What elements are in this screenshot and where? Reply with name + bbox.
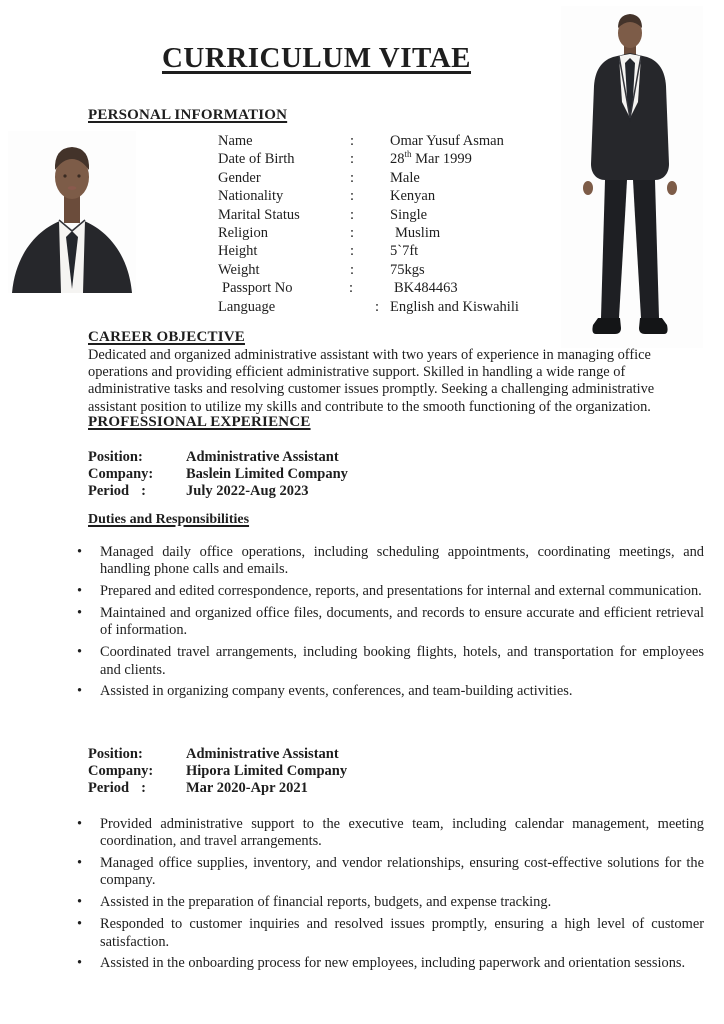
info-row-nationality — [218, 187, 519, 205]
info-colon: : — [350, 243, 355, 260]
info-label: Weight — [218, 261, 260, 278]
info-value: BK484463 — [394, 280, 458, 297]
personal-information-heading: PERSONAL INFORMATION — [88, 107, 288, 123]
duty-item: • Maintained and organized office files, documents, and records to ensure accurate and efficient retrieval of information. — [100, 605, 704, 640]
info-value: Kenyan — [390, 188, 436, 205]
job-period-value: July 2022-Aug 2023 — [186, 483, 309, 499]
duties-list-baslein — [100, 544, 704, 705]
career-objective-heading: CAREER OBJECTIVE — [88, 329, 245, 345]
job-company-row — [88, 466, 348, 483]
info-label: Passport No — [222, 280, 293, 297]
duty-item: • Prepared and edited correspondence, reports, and presentations for internal and external communication. — [100, 583, 704, 600]
duties-list-hipora — [100, 816, 704, 977]
duty-item: • Managed daily office operations, including scheduling appointments, coordinating meetings, and handling phone calls and emails. — [100, 544, 704, 579]
info-label: Name — [218, 133, 253, 149]
info-colon: : — [350, 224, 355, 241]
info-colon: : — [350, 188, 355, 205]
info-value — [390, 150, 472, 168]
duties-heading: Duties and Responsibilities — [88, 512, 250, 527]
job-company-value: Hipora Limited Company — [186, 763, 348, 779]
info-colon: : — [350, 261, 355, 278]
info-label: Date of Birth — [218, 151, 295, 168]
job-company-label: Company: — [88, 763, 154, 779]
info-colon: : — [350, 206, 355, 223]
duty-item: • Assisted in the onboarding process for new employees, including paperwork and orientation sessions. — [100, 955, 704, 972]
job-block-baslein — [88, 449, 348, 500]
info-label: Religion — [218, 224, 268, 241]
info-colon: : — [350, 151, 355, 168]
professional-experience-heading: PROFESSIONAL EXPERIENCE — [88, 414, 311, 430]
duty-item: • Provided administrative support to the executive team, including calendar management, meeting coordination, and travel arrangements. — [100, 816, 704, 851]
info-colon: : — [349, 280, 354, 297]
info-row-passport-no — [218, 279, 519, 297]
info-row-weight — [218, 261, 519, 279]
dob-ordinal: th — [404, 149, 412, 160]
job-position-label: Position: — [88, 449, 143, 465]
info-row-religion — [218, 224, 519, 242]
personal-info-table — [218, 132, 519, 316]
career-objective-text: Dedicated and organized administrative assistant with two years of experience in managing office operations and providing efficient administrative support. Skilled in handling a wide range of administrative tasks and resolving customer issues promptly. Seeking a challenging administrative assistant position to utilize my skills and contribute to the smooth functioning of the organization. — [88, 347, 655, 415]
info-colon: : — [350, 133, 355, 149]
job-block-hipora — [88, 746, 347, 797]
job-position-row — [88, 746, 347, 763]
info-label: Marital Status — [218, 206, 300, 223]
shoe — [592, 318, 621, 334]
mouth — [68, 186, 76, 190]
job-company-label: Company: — [88, 466, 154, 482]
info-value: Muslim — [395, 224, 441, 241]
page-title: CURRICULUM VITAE — [161, 42, 472, 74]
job-position-value: Administrative Assistant — [186, 449, 339, 465]
info-row-name — [218, 132, 519, 150]
duty-item: • Coordinated travel arrangements, including booking flights, hotels, and transportation for employees and clients. — [100, 644, 704, 679]
duty-item: • Managed office supplies, inventory, and vendor relationships, ensuring cost-effective solutions for the company. — [100, 855, 704, 890]
job-company-value: Baslein Limited Company — [186, 466, 348, 482]
info-label: Nationality — [218, 188, 284, 205]
job-period-row — [88, 780, 347, 797]
info-label: Height — [218, 243, 258, 260]
headshot-photo — [8, 131, 136, 293]
dob-rest: Mar 1999 — [411, 151, 472, 168]
info-colon: : — [375, 298, 380, 315]
hand — [583, 181, 593, 195]
info-row-marital-status — [218, 206, 519, 224]
info-value: English and Kiswahili — [390, 298, 519, 315]
job-period-label: Period : — [88, 483, 146, 499]
info-value: 75kgs — [390, 261, 425, 278]
duty-item: • Responded to customer inquiries and resolved issues promptly, ensuring a high level of customer satisfaction. — [100, 916, 704, 951]
job-position-value: Administrative Assistant — [186, 746, 339, 762]
info-value: Omar Yusuf Asman — [390, 133, 504, 149]
info-value: Single — [390, 206, 428, 223]
job-period-label: Period : — [88, 780, 146, 796]
eye — [77, 174, 80, 177]
period-colon: : — [141, 780, 146, 796]
dob-day: 28 — [390, 151, 405, 168]
info-row-date-of-birth — [218, 150, 519, 168]
info-label: Gender — [218, 169, 261, 186]
info-value: Male — [390, 169, 420, 186]
job-period-value: Mar 2020-Apr 2021 — [186, 780, 308, 796]
job-period-row — [88, 483, 348, 500]
duty-item: • Assisted in organizing company events, conferences, and team-building activities. — [100, 683, 704, 700]
info-colon: : — [350, 169, 355, 186]
shoe — [639, 318, 668, 334]
info-row-height — [218, 242, 519, 260]
duty-item: • Assisted in the preparation of financial reports, budgets, and expense tracking. — [100, 894, 704, 911]
period-colon: : — [141, 483, 146, 499]
info-row-gender — [218, 169, 519, 187]
job-company-row — [88, 763, 347, 780]
job-position-label: Position: — [88, 746, 143, 762]
hand — [667, 181, 677, 195]
eye — [63, 174, 66, 177]
info-row-language — [218, 298, 519, 316]
info-value: 5`7ft — [390, 243, 419, 260]
info-label: Language — [218, 298, 276, 315]
job-position-row — [88, 449, 348, 466]
